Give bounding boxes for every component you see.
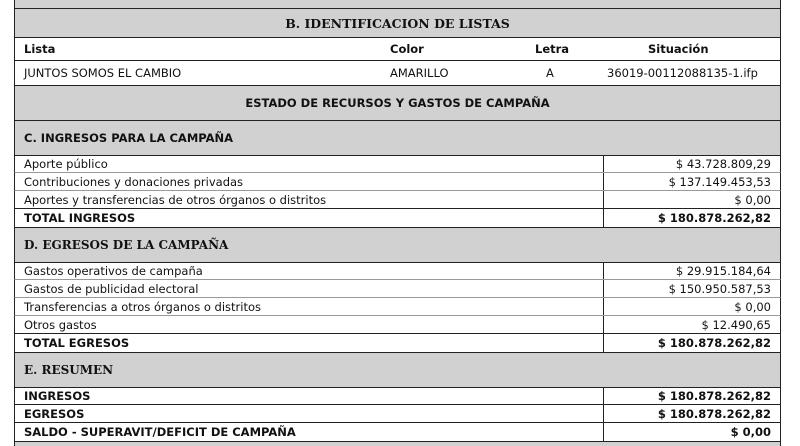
summary-amount: $ 180.878.262,82 bbox=[657, 406, 771, 421]
row-label: Transferencias a otros órganos o distritos bbox=[15, 298, 604, 315]
summary-amount: $ 180.878.262,82 bbox=[657, 389, 771, 403]
top-gray-strip bbox=[14, 0, 781, 8]
header-color: Color bbox=[390, 42, 424, 56]
row-label: Contribuciones y donaciones privadas bbox=[15, 173, 604, 190]
saldo-label: SALDO - SUPERAVIT/DEFICIT DE CAMPAÑA bbox=[15, 423, 604, 441]
summary-row bbox=[14, 387, 781, 405]
section-b-title-bar bbox=[14, 8, 781, 37]
table-row bbox=[14, 191, 781, 209]
header-lista: Lista bbox=[24, 42, 56, 56]
summary-row bbox=[14, 405, 781, 423]
total-row bbox=[14, 209, 781, 227]
row-amount: $ 150.950.587,53 bbox=[668, 281, 771, 296]
row-amount: $ 0,00 bbox=[734, 299, 771, 314]
campaign-report-sheet bbox=[14, 0, 781, 446]
row-label: Otros gastos bbox=[15, 316, 604, 333]
estado-title-bar bbox=[14, 85, 781, 120]
summary-row bbox=[14, 423, 781, 441]
section-c-title: C. INGRESOS PARA LA CAMPAÑA bbox=[24, 131, 234, 145]
row-label: Aportes y transferencias de otros órganos o distritos bbox=[15, 191, 604, 208]
list-row bbox=[14, 61, 781, 85]
section-c-title-bar bbox=[14, 120, 781, 155]
row-label: Aporte público bbox=[15, 156, 604, 172]
lists-header-row bbox=[14, 37, 781, 61]
total-egresos-amount: $ 180.878.262,82 bbox=[657, 336, 771, 350]
total-row bbox=[14, 334, 781, 352]
row-label: Gastos operativos de campaña bbox=[15, 263, 604, 279]
section-e-title-bar bbox=[14, 352, 781, 387]
row-label: Gastos de publicidad electoral bbox=[15, 280, 604, 297]
row-amount: $ 137.149.453,53 bbox=[668, 174, 771, 189]
list-name: JUNTOS SOMOS EL CAMBIO bbox=[24, 66, 182, 80]
total-ingresos-amount: $ 180.878.262,82 bbox=[657, 211, 771, 225]
section-b-title: B. IDENTIFICACION DE LISTAS bbox=[285, 15, 510, 31]
header-situacion: Situación bbox=[648, 42, 709, 56]
table-row bbox=[14, 155, 781, 173]
row-amount: $ 12.490,65 bbox=[701, 317, 771, 332]
row-amount: $ 43.728.809,29 bbox=[675, 157, 771, 171]
saldo-amount: $ 0,00 bbox=[730, 425, 771, 439]
total-ingresos-label: TOTAL INGRESOS bbox=[15, 209, 604, 227]
row-amount: $ 0,00 bbox=[734, 192, 771, 207]
section-d-title: D. EGRESOS DE LA CAMPAÑA bbox=[24, 238, 229, 252]
table-row bbox=[14, 298, 781, 316]
total-egresos-label: TOTAL EGRESOS bbox=[15, 334, 604, 352]
list-letter: A bbox=[546, 66, 554, 80]
section-d-title-bar bbox=[14, 227, 781, 262]
table-row bbox=[14, 316, 781, 334]
summary-label: EGRESOS bbox=[15, 405, 604, 422]
list-situation: 36019-00112088135-1.ifp bbox=[607, 66, 758, 80]
estado-title: ESTADO DE RECURSOS Y GASTOS DE CAMPAÑA bbox=[245, 96, 550, 110]
table-row bbox=[14, 280, 781, 298]
bottom-gray-strip bbox=[14, 441, 781, 446]
summary-label: INGRESOS bbox=[15, 388, 604, 404]
row-amount: $ 29.915.184,64 bbox=[675, 264, 771, 278]
section-e-title: E. RESUMEN bbox=[24, 363, 114, 377]
table-row bbox=[14, 173, 781, 191]
header-letra: Letra bbox=[535, 42, 570, 56]
table-row bbox=[14, 262, 781, 280]
list-color: AMARILLO bbox=[390, 66, 449, 80]
